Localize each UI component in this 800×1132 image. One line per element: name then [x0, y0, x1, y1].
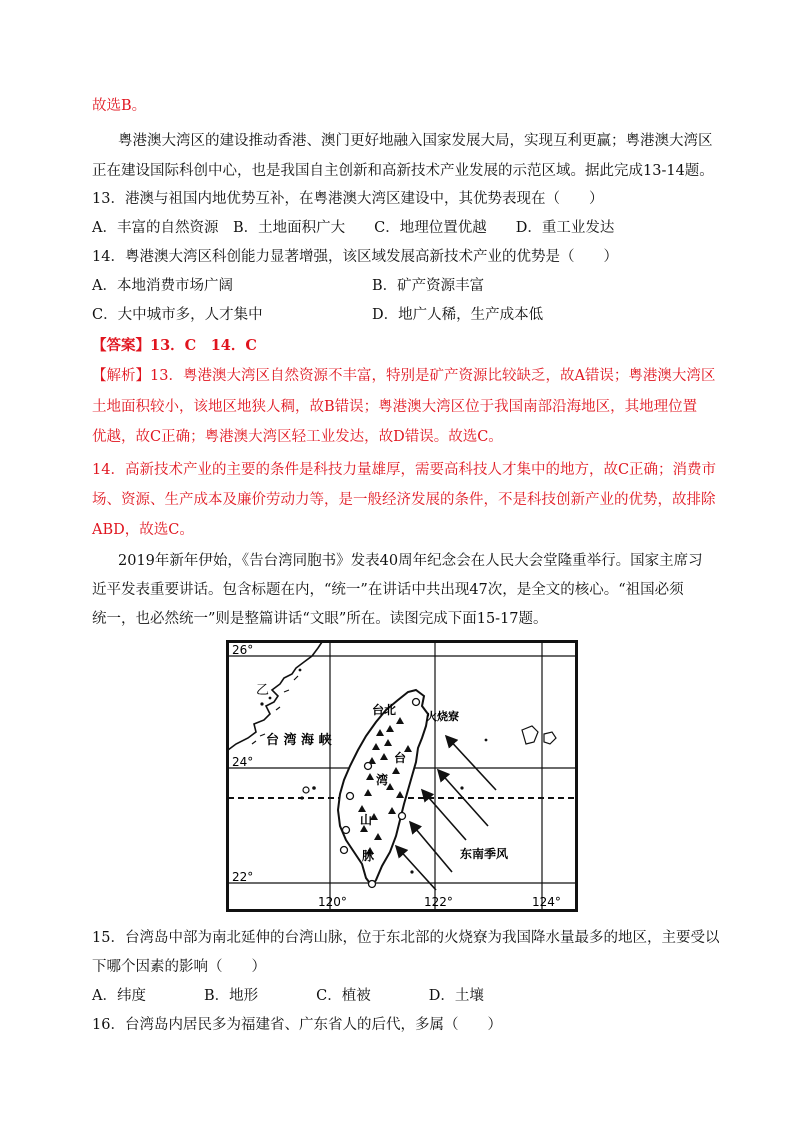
question-14-option-c: C．大中城市多，人才集中	[92, 307, 263, 323]
label-wan: 湾	[376, 773, 389, 787]
question-15-cont: 下哪个因素的影响（ ）	[92, 959, 266, 975]
question-14: 14．粤港澳大湾区科创能力显著增强，该区域发展高新技术产业的优势是（ ）	[92, 249, 618, 265]
text-line-taiwan-2: 近平发表重要讲话。包含标题在内，“统一”在讲话中共出现47次，是全文的核心。“祖国必须	[92, 582, 684, 598]
question-13: 13．港澳与祖国内地优势互补，在粤港澳大湾区建设中，其优势表现在（ ）	[92, 191, 604, 207]
analysis-line-6: ABD，故选C。	[92, 522, 194, 538]
label-tai: 台	[394, 751, 407, 765]
label-shan: 山	[360, 813, 373, 827]
question-14-option-b: B．矿产资源丰富	[372, 278, 485, 294]
lon-label-124: 124°	[532, 895, 561, 909]
lat-label-22: 22°	[232, 870, 254, 884]
answer-line: 【答案】13．C 14．C	[92, 337, 257, 354]
text-line-3: 正在建设国际科创中心，也是我国自主创新和高新技术产业发展的示范区域。据此完成13-14题。	[92, 163, 714, 179]
label-taipei: 台北	[372, 703, 397, 717]
question-16: 16．台湾岛内居民多为福建省、广东省人的后代，多属（ ）	[92, 1017, 502, 1033]
question-13-options: A．丰富的自然资源 B．土地面积广大 C．地理位置优越 D．重工业发达	[92, 220, 615, 236]
lon-label-122: 122°	[424, 895, 453, 909]
text-line-taiwan-3: 统一，也必然统一”则是整篇讲话“文眼”所在。读图完成下面15-17题。	[92, 611, 548, 627]
label-yi: 乙	[256, 683, 270, 698]
label-huoshaoliao: 火烧寮	[426, 710, 459, 723]
text-line-taiwan-1: 2019年新年伊始，《告台湾同胞书》发表40周年纪念会在人民大会堂隆重举行。国家主席习	[118, 553, 703, 569]
analysis-line-3: 优越，故C正确；粤港澳大湾区轻工业发达，故D错误。故选C。	[92, 429, 503, 445]
text-line-1: 故选B。	[92, 98, 147, 114]
analysis-line-2: 土地面积较小，该地区地狭人稠，故B错误；粤港澳大湾区位于我国南部沿海地区，其地理位置	[92, 399, 698, 415]
analysis-line-1: 【解析】13．粤港澳大湾区自然资源不丰富，特别是矿产资源比较缺乏，故A错误；粤港澳大湾区	[92, 368, 716, 384]
text-line-2: 粤港澳大湾区的建设推动香港、澳门更好地融入国家发展大局，实现互利更赢；粤港澳大湾区	[118, 133, 713, 149]
analysis-line-5: 场、资源、生产成本及廉价劳动力等，是一般经济发展的条件，不是科技创新产业的优势，故排除	[92, 492, 716, 508]
label-mai: 脉	[362, 849, 375, 863]
label-taiwan-strait: 台 湾 海 峡	[266, 733, 332, 748]
question-15-options: A．纬度 B．地形 C．植被 D．土壤	[92, 988, 484, 1004]
label-monsoon: 东南季风	[460, 847, 509, 861]
lon-label-120: 120°	[318, 895, 347, 909]
lat-label-26: 26°	[232, 643, 254, 657]
question-15: 15．台湾岛中部为南北延伸的台湾山脉，位于东北部的火烧寮为我国降水量最多的地区，主要受以	[92, 930, 720, 946]
analysis-line-4: 14．高新技术产业的主要的条件是科技力量雄厚，需要高科技人才集中的地方，故C正确；消费市	[92, 462, 717, 478]
question-14-option-d: D．地广人稀，生产成本低	[372, 307, 544, 323]
question-14-option-a: A．本地消费市场广阔	[92, 278, 233, 294]
lat-label-24: 24°	[232, 755, 254, 769]
taiwan-map	[226, 640, 578, 912]
